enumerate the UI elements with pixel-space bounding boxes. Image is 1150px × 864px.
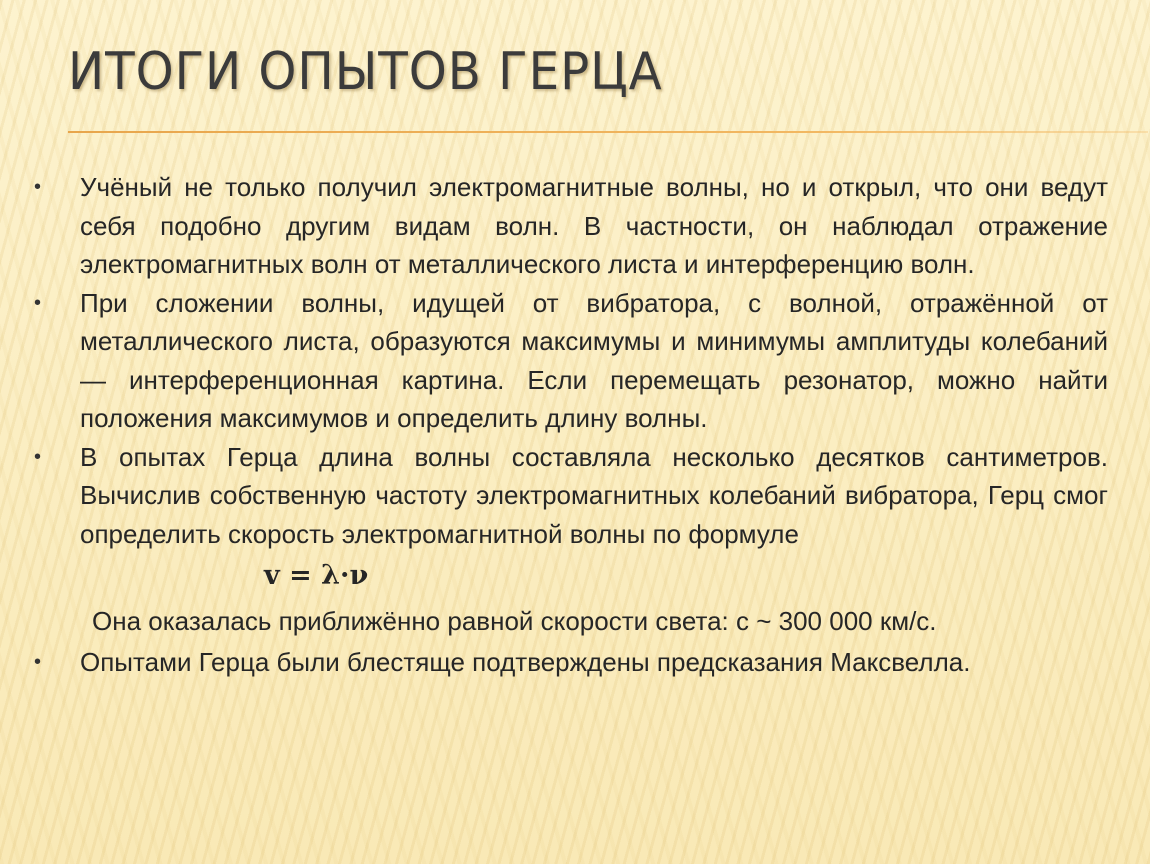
bullet-item [32, 284, 1108, 438]
bullet-item [32, 643, 1108, 682]
bullet-item [32, 438, 1108, 554]
bullet-marker: • [34, 445, 42, 468]
speed-of-light-note: Она оказалась приближённо равной скорости света: с ~ 300 000 км/с. [92, 606, 937, 636]
bullet-text: При сложении волны, идущей от вибратора, с волной, отражённой от металлического листа, образуются максимумы и минимумы амплитуды колебаний — интерференционная картина. Если перемещать резонатор, можно найти положения максимумов и определить длину волны. [80, 287, 1108, 433]
bullet-text: Опытами Герца были блестяще подтверждены предсказания Максвелла. [80, 647, 971, 677]
bullet-marker: • [34, 651, 42, 673]
bullet-text: В опытах Герца длина волны составляла несколько десятков сантиметров. Вычислив собственную частоту электромагнитных колебаний вибратора, Герц смог определить скорость электромагнитной волны по формуле [80, 441, 1108, 549]
bullet-item [32, 168, 1108, 284]
bullet-text: Учёный не только получил электромагнитные волны, но и открыл, что они ведут себя подобно другим видам волн. В частности, он наблюдал отражение электромагнитных волн от металлического листа и интерференцию волн. [80, 172, 1108, 279]
slide-content [32, 168, 1108, 682]
bullet-marker: • [34, 176, 42, 198]
title-underline [68, 131, 1148, 133]
wave-speed-formula: v = λ·ν [264, 560, 369, 591]
slide-title: ИТОГИ ОПЫТОВ ГЕРЦА [68, 42, 663, 102]
bullet-marker: • [34, 291, 42, 314]
